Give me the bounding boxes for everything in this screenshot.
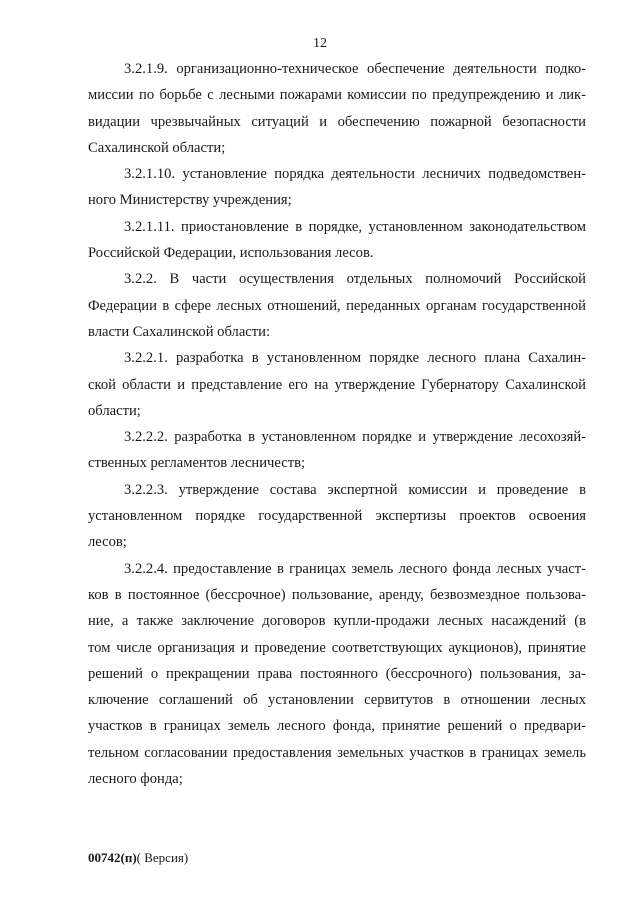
text-line: 3.2.2.2. разработка в установленном порядке и утверждение лесохозяй- [124,429,586,446]
document-code: 00742(п) [88,850,137,865]
text-line: области; [88,402,141,419]
text-line: ственных регламентов лесничеств; [88,455,306,472]
document-footer [88,850,188,866]
text-line: 3.2.2. В части осуществления отдельных полномочий Российской [124,271,586,288]
text-line: 3.2.2.4. предоставление в границах земель лесного фонда лесных участ- [124,560,586,577]
paragraph-3-2-2-3 [88,477,586,556]
text-line: лесов; [88,534,127,551]
text-line: Российской Федерации, использования лесов. [88,245,374,262]
paragraph-3-2-2-2 [88,424,586,477]
text-line: власти Сахалинской области: [88,323,271,340]
text-line: тельном согласовании предоставления земельных участков в границах земель [88,744,586,761]
text-line: 3.2.2.3. утверждение состава экспертной комиссии и проведение в [124,481,586,498]
paragraph-3-2-2 [88,266,586,345]
page-number: 12 [313,36,327,51]
text-line: Сахалинской области; [88,139,226,156]
text-line: установленном порядке государственной экспертизы проектов освоения [88,508,586,525]
text-line: ков в постоянное (бессрочное) пользование, аренду, безвозмездное пользова- [88,586,586,603]
text-line: лесного фонда; [88,771,183,788]
paragraph-3-2-1-10 [88,161,586,214]
text-line: видации чрезвычайных ситуаций и обеспечению пожарной безопасности [88,113,586,130]
text-line: том числе организация и проведение соответствующих аукционов), принятие [88,639,586,656]
text-line: ключение соглашений об установлении сервитутов в отношении лесных [88,692,586,709]
text-line: участков в границах земель лесного фонда, принятие решений о предвари- [88,718,586,735]
text-line: миссии по борьбе с лесными пожарами комиссии по предупреждению и лик- [88,87,586,104]
text-line: 3.2.2.1. разработка в установленном порядке лесного плана Сахалин- [124,350,586,367]
text-line: Федерации в сфере лесных отношений, переданных органам государственной [88,297,586,314]
text-line: ного Министерству учреждения; [88,192,292,209]
text-line: 3.2.1.9. организационно-техническое обеспечение деятельности подко- [124,61,586,77]
text-line: ние, а также заключение договоров купли-продажи лесных насаждений (в [88,613,586,630]
text-line: 3.2.1.10. установление порядка деятельности лесничих подведомствен- [124,166,586,183]
text-line: ской области и представление его на утверждение Губернатору Сахалинской [88,376,586,393]
document-version: ( Версия) [136,850,189,865]
text-line: решений о прекращении права постоянного (бессрочного) пользования, за- [88,665,586,682]
paragraph-3-2-2-1 [88,345,586,424]
paragraph-3-2-1-11 [88,214,586,267]
paragraph-3-2-1-9 [88,56,586,161]
text-line: 3.2.1.11. приостановление в порядке, установленном законодательством [124,218,586,235]
document-body [88,56,586,792]
paragraph-3-2-2-4 [88,556,586,793]
